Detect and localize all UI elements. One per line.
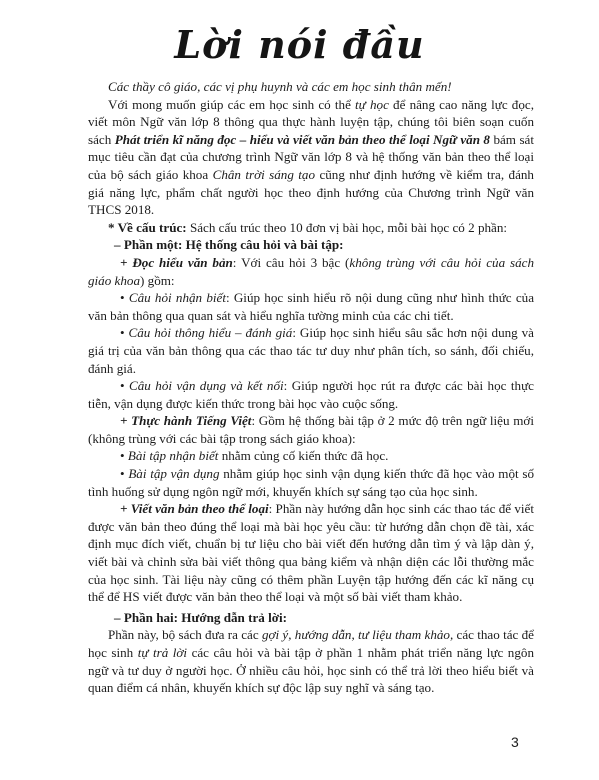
- ex1-label: Bài tập nhận biết: [127, 448, 219, 464]
- q2-text: : Giúp học sinh hiểu sâu sắc hơn nội dung và giá trị của văn bản thông qua các thao tác tư duy như phân tích, so sánh, đối chiếu, đánh giá.: [88, 325, 534, 376]
- reading-label: + Đọc hiểu văn bản: [120, 254, 233, 270]
- practice-label: + Thực hành Tiếng Việt: [120, 413, 252, 429]
- bullet-icon: •: [120, 466, 129, 482]
- reading-note: không trùng với câu hỏi của sách giáo khoa: [88, 254, 534, 288]
- writing-text: : Phần này hướng dẫn học sinh các thao tác để viết được văn bản theo đúng thể loại mà bài học yêu cầu: từ hướng dẫn chọn đề tài, xác định mục đích viết, chuẩn bị tư liệu cho bài viết đến hướng dẫn tìm ý và lập dàn ý, viết bài và chỉnh sửa bài viết thông qua bảng kiểm và nhận diện các lỗi thường mắc của học sinh. Tài liệu này cũng có thêm phần Luyện tập hướng đến các kĩ năng cụ thể để HS viết được văn bản theo thể loại và một số bài viết tham khảo.: [88, 501, 534, 605]
- intro-text-2: để nâng cao năng lực đọc, viết môn Ngữ văn lớp 8 thông qua thực hành luyện tập, chúng tôi biên soạn cuốn sách: [88, 96, 534, 147]
- part-two-heading: – Phần hai: Hướng dẫn trả lời:: [114, 609, 287, 625]
- question-type-comprehension: [88, 324, 534, 377]
- reading-text-1: : Với câu hỏi 3 bậc (: [232, 254, 350, 270]
- q3-text: : Giúp người học rút ra được các bài học thực tiễn, vận dụng được kiến thức trong bài học vào cuộc sống.: [88, 378, 534, 411]
- writing-label: + Viết văn bản theo thể loại: [120, 501, 269, 517]
- preface-body: [88, 78, 534, 697]
- ex2-label: Bài tập vận dụng: [128, 466, 220, 482]
- intro-text-3: bám sát mục tiêu cần đạt của chương trình Ngữ văn lớp 8 và hệ thống văn bản theo thể loại của bộ sách giáo khoa: [88, 131, 534, 182]
- structure-label: * Về cấu trúc:: [108, 219, 187, 235]
- q1-label: Câu hỏi nhận biết: [128, 290, 226, 306]
- q1-text: : Giúp học sinh hiểu rõ nội dung cũng như hình thức của văn bản thông qua quan sát và hiểu nghĩa tường minh của các chi tiết.: [88, 290, 535, 323]
- question-type-recognition: [88, 289, 534, 324]
- ex2-text: nhằm giúp học sinh vận dụng kiến thức đã học vào một số tình huống sử dụng ngôn ngữ mới, khuyến khích sự sáng tạo của học sinh.: [88, 466, 534, 499]
- structure-paragraph: [88, 219, 534, 237]
- exercise-recognition: [88, 447, 534, 465]
- part-two-text-1: Phần này, bộ sách đưa ra các: [108, 627, 262, 643]
- question-type-application: [88, 377, 534, 412]
- page-number: 3: [511, 734, 519, 750]
- ex1-text: nhằm củng cố kiến thức đã học.: [218, 448, 389, 464]
- part-two-paragraph: [88, 626, 534, 696]
- reading-text-2: ) gồm:: [140, 272, 175, 288]
- part-two-emphasis-1: gợi ý, hướng dẫn, tư liệu tham khảo,: [261, 627, 454, 643]
- page-title: Lời nói đầu: [174, 22, 425, 67]
- intro-emphasis-self-study: tự học: [355, 96, 389, 112]
- structure-text: Sách cấu trúc theo 10 đơn vị bài học, mỗi bài học có 2 phần:: [186, 219, 508, 235]
- bullet-icon: •: [120, 325, 129, 341]
- intro-text-1: Với mong muốn giúp các em học sinh có thể: [108, 96, 356, 112]
- part-two-text-3: các câu hỏi và bài tập ở phần 1 nhằm phát triển năng lực ngôn ngữ và tư duy ở người học. Ở nhiều câu hỏi, học sinh có thể trả lời theo hiểu biết và quan điểm cá nhân, khuyến khích sự độc lập suy nghĩ và sáng tạo.: [88, 645, 534, 696]
- intro-text-4: cũng như định hướng về kiểm tra, đánh giá năng lực, phẩm chất người học theo định hướng của Chương trình Ngữ văn THCS 2018.: [88, 166, 534, 218]
- reading-paragraph: [88, 254, 534, 289]
- book-title: Phát triển kĩ năng đọc – hiểu và viết văn bản theo thể loại Ngữ văn 8: [114, 131, 490, 147]
- intro-paragraph: [88, 96, 534, 219]
- bullet-icon: •: [120, 290, 129, 306]
- practice-paragraph: [88, 412, 534, 447]
- q2-label: Câu hỏi thông hiểu – đánh giá: [128, 325, 293, 341]
- textbook-series: Chân trời sáng tạo: [212, 166, 316, 182]
- practice-text: : Gồm hệ thống bài tập ở 2 mức độ trên ngữ liệu mới (không trùng với các bài tập trong sách giáo khoa):: [88, 413, 534, 446]
- writing-paragraph: [88, 500, 534, 606]
- part-one-heading: – Phần một: Hệ thống câu hỏi và bài tập:: [114, 237, 344, 253]
- q3-label: Câu hỏi vận dụng và kết nối: [129, 378, 284, 394]
- exercise-application: [88, 465, 534, 500]
- part-two-emphasis-2: tự trả lời: [137, 645, 188, 660]
- bullet-icon: •: [120, 448, 128, 464]
- part-two-text-2: các thao tác để học sinh: [88, 627, 534, 660]
- greeting: Các thầy cô giáo, các vị phụ huynh và các em học sinh thân mến!: [108, 79, 452, 94]
- bullet-icon: •: [120, 378, 130, 394]
